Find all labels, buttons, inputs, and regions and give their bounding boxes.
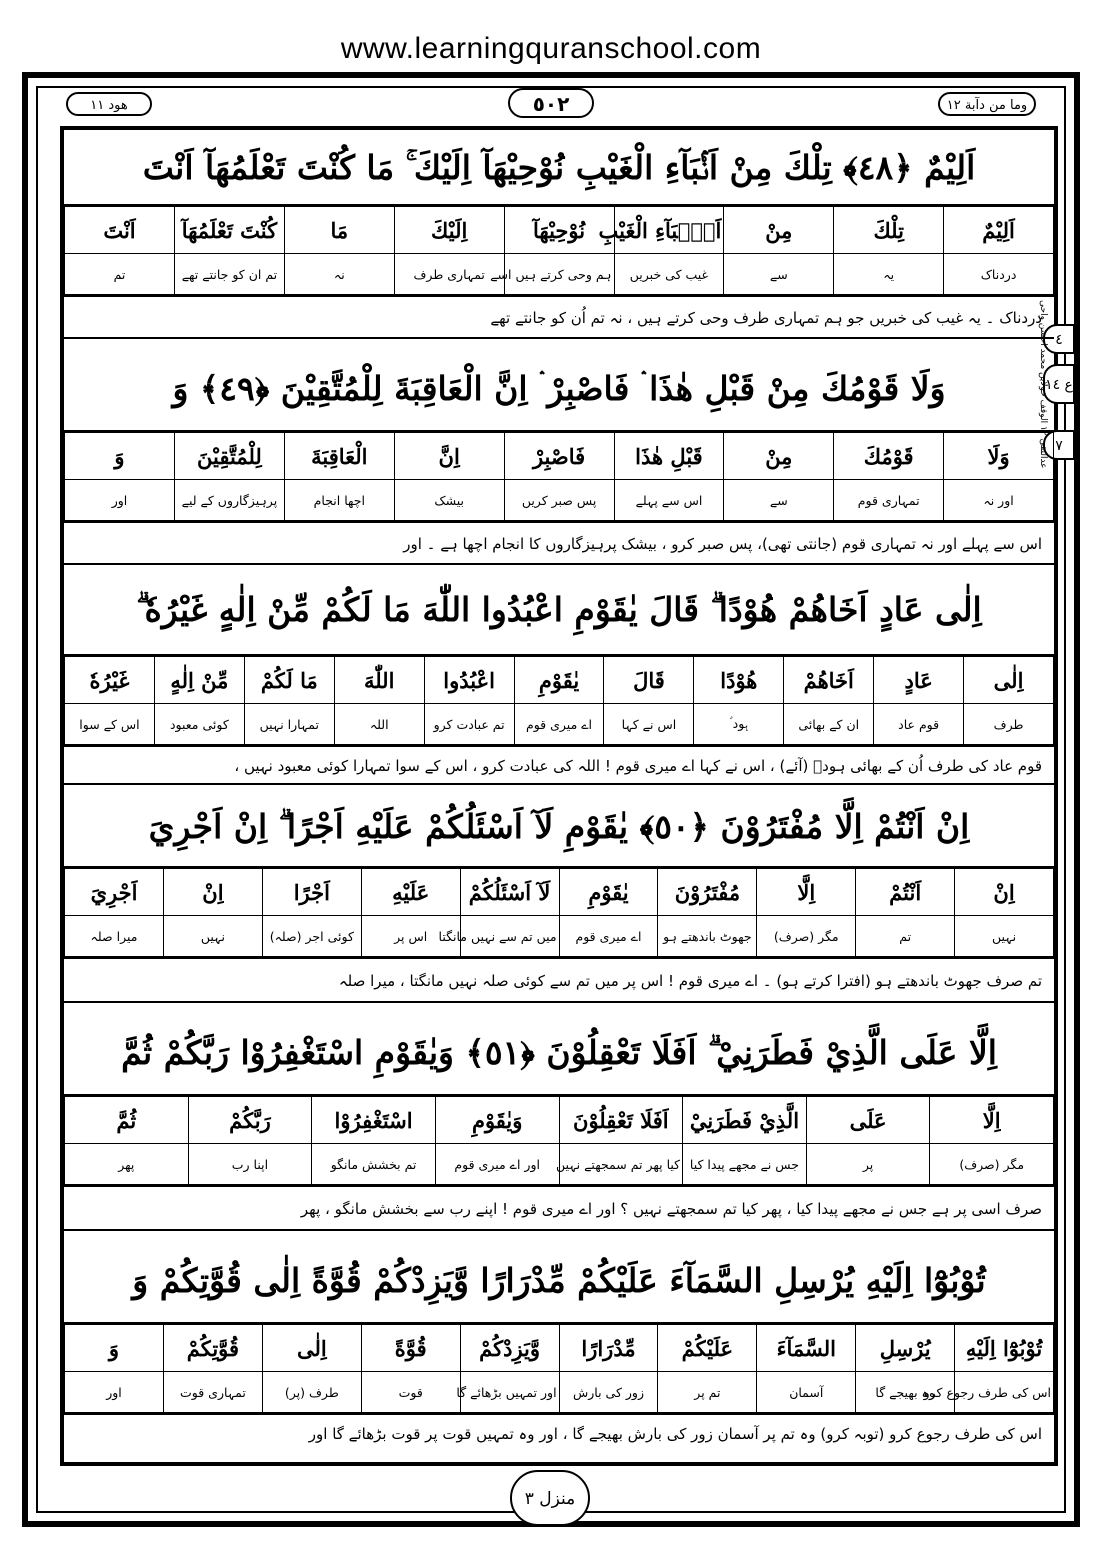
urdu-meaning: قوم عاد (874, 704, 964, 745)
arabic-word: مِّدْرَارًا (559, 1325, 658, 1372)
arabic-word: مُفْتَرُوْنَ (658, 869, 757, 916)
verse-section-1 (64, 130, 1054, 339)
arabic-word: اَفَلَا تَعْقِلُوْنَ (559, 1097, 683, 1144)
urdu-translation: صرف اسی پر ہے جس نے مجھے پیدا کیا ، پھر کیا تم سمجھتے نہیں ؟ اور اے میری قوم ! اپنے رب سے بخشش مانگو ، پھر (64, 1185, 1054, 1231)
urdu-meaning: اے میری قوم (514, 704, 604, 745)
arabic-word: يٰقَوْمِ (514, 657, 604, 704)
urdu-meaning: دردناک (944, 254, 1054, 295)
ruku-marker-top: ٤ (1043, 324, 1075, 354)
urdu-meaning: اس سے پہلے (614, 480, 724, 521)
word-by-word-table (64, 1096, 1054, 1185)
word-by-word-table (64, 868, 1054, 957)
word-by-word-table (64, 432, 1054, 521)
ruku-marker-middle: ع ١٤ (1043, 364, 1075, 404)
urdu-meaning: میرا صلہ (65, 916, 164, 957)
arabic-word: اَنْتُمْ (856, 869, 955, 916)
verse-section-6 (64, 1238, 1054, 1453)
urdu-meaning: ان کے بھائی (784, 704, 874, 745)
urdu-meaning: یہ (834, 254, 944, 295)
arabic-word: اَجْرِيَ (65, 869, 164, 916)
side-note: عدالتقی ١٢ الوقف خولاین محمد احسن واحی (1038, 300, 1048, 469)
urdu-meaning: زور کی بارش (559, 1372, 658, 1413)
urdu-meaning: جھوٹ باندھتے ہو (658, 916, 757, 957)
verse-section-3 (64, 564, 1054, 785)
urdu-meaning: اس کے سوا (65, 704, 155, 745)
arabic-word: اسْتَغْفِرُوْا (312, 1097, 436, 1144)
arabic-word: فَاصْبِرْ (504, 433, 614, 480)
urdu-meaning: اپنا رب (188, 1144, 312, 1185)
urdu-meaning: تمہاری طرف (394, 254, 504, 295)
arabic-word: اِنْ (955, 869, 1054, 916)
manzil-label: منزل ٣ (510, 1470, 590, 1526)
arabic-word: مَا لَكُمْ (244, 657, 334, 704)
arabic-word: يٰقَوْمِ (559, 869, 658, 916)
urdu-meaning: پر (806, 1144, 930, 1185)
urdu-translation: قوم عاد کی طرف اُن کے بھائی ہودؑ (آئے) ، اس نے کہا اے میری قوم ! اللہ کی عبادت کرو ، اس کے سوا تمہارا کوئی معبود نہیں ، (64, 745, 1054, 785)
word-by-word-table (64, 206, 1054, 295)
arabic-word: عَلَيْهِ (361, 869, 460, 916)
urdu-translation: دردناک ۔ یہ غیب کی خبریں جو ہم تمہاری طرف وحی کرتے ہیں ، نہ تم اُن کو جانتے تھے (64, 295, 1054, 339)
arabic-word: الْعَاقِبَةَ (284, 433, 394, 480)
ruku-marker-bottom: ٧ (1043, 430, 1075, 460)
urdu-meaning: تمہاری قوم (834, 480, 944, 521)
arabic-word: مِّنْ اِلٰهٍ (154, 657, 244, 704)
urdu-meaning: اس کی طرف رجوع کرو (955, 1372, 1054, 1413)
site-url: www.learningquranschool.com (340, 32, 762, 65)
urdu-meaning: پرہیزگاروں کے لیے (175, 480, 285, 521)
arabic-word: اَنْتَ (65, 207, 175, 254)
arabic-word: اِنْ (163, 869, 262, 916)
urdu-meaning: اور نہ (944, 480, 1054, 521)
arabic-word: اَنْۢبَآءِ الْغَيْبِ (614, 207, 724, 254)
arabic-word: عَلَى (806, 1097, 930, 1144)
arabic-word: اَخَاهُمْ (784, 657, 874, 704)
arabic-verse-line: وَلَا قَوْمُكَ مِنْ قَبْلِ هٰذَا ۛ فَاصْبِرْ ۛ اِنَّ الْعَاقِبَةَ لِلْمُتَّقِيْنَ ﴿٤٩﴾ وَ (64, 346, 1054, 432)
arabic-word: عَلَيْكُمْ (658, 1325, 757, 1372)
arabic-verse-line: اِلَّا عَلَى الَّذِيْ فَطَرَنِيْ ۗ اَفَلَا تَعْقِلُوْنَ ﴿٥١﴾ وَيٰقَوْمِ اسْتَغْفِرُوْا رَبَّكُمْ ثُمَّ (64, 1010, 1054, 1096)
urdu-meaning: اس نے کہا (604, 704, 694, 745)
urdu-meaning: میں تم سے نہیں مانگتا (460, 916, 559, 957)
urdu-translation: اس کی طرف رجوع کرو (توبہ کرو) وہ تم پر آسمان زور کی بارش بھیجے گا ، اور وہ تمہیں قوت پر قوت بڑھائے گا اور (64, 1413, 1054, 1453)
urdu-meaning: تم (856, 916, 955, 957)
word-by-word-table (64, 1324, 1054, 1413)
arabic-word: اللّٰهَ (334, 657, 424, 704)
arabic-word: مَا (284, 207, 394, 254)
urdu-meaning: سے (724, 480, 834, 521)
arabic-word: نُوْحِيْهَآ (504, 207, 614, 254)
urdu-meaning: اور (65, 1372, 164, 1413)
arabic-word: اَجْرًا (262, 869, 361, 916)
urdu-meaning: آسمان (757, 1372, 856, 1413)
verse-section-2 (64, 346, 1054, 565)
arabic-word: وَلَا (944, 433, 1054, 480)
urdu-meaning: نہ (284, 254, 394, 295)
word-by-word-table (64, 656, 1054, 745)
urdu-meaning: اور اے میری قوم (435, 1144, 559, 1185)
arabic-word: قَوْمُكَ (834, 433, 944, 480)
urdu-meaning: پس صبر کریں (504, 480, 614, 521)
urdu-meaning: تم عبادت کرو (424, 704, 514, 745)
arabic-word: اَلِيْمٌ (944, 207, 1054, 254)
urdu-meaning: کوئی اجر (صلہ) (262, 916, 361, 957)
urdu-meaning: کیا پھر تم سمجھتے نہیں (559, 1144, 683, 1185)
arabic-verse-line: اِنْ اَنْتُمْ اِلَّا مُفْتَرُوْنَ ﴿٥٠﴾ يٰقَوْمِ لَآ اَسْئَلُكُمْ عَلَيْهِ اَجْرًا ۗ اِنْ اَجْرِيَ (64, 786, 1054, 868)
arabic-word: لِلْمُتَّقِيْنَ (175, 433, 285, 480)
urdu-translation: اس سے پہلے اور نہ تمہاری قوم (جانتی تھی)، پس صبر کرو ، بیشک پرہیزگاروں کا انجام اچھا ہے ۔ اور (64, 521, 1054, 565)
arabic-word: قَبْلِ هٰذَا (614, 433, 724, 480)
urdu-meaning: مگر (صرف) (757, 916, 856, 957)
urdu-meaning: تمہارا نہیں (244, 704, 334, 745)
urdu-meaning: تم پر (658, 1372, 757, 1413)
arabic-word: اعْبُدُوا (424, 657, 514, 704)
urdu-meaning: طرف (964, 704, 1054, 745)
arabic-word: مِنْ (724, 433, 834, 480)
arabic-word: اِلَيْكَ (394, 207, 504, 254)
urdu-meaning: جس نے مجھے پیدا کیا (683, 1144, 807, 1185)
arabic-word: وَ (65, 433, 175, 480)
urdu-meaning: پھر (65, 1144, 189, 1185)
urdu-meaning: تم ان کو جانتے تھے (175, 254, 285, 295)
urdu-meaning: غیب کی خبریں (614, 254, 724, 295)
arabic-word: عَادٍ (874, 657, 964, 704)
arabic-word: السَّمَآءَ (757, 1325, 856, 1372)
verse-section-4 (64, 786, 1054, 1003)
urdu-meaning: سے (724, 254, 834, 295)
arabic-word: وَ (65, 1325, 164, 1372)
arabic-word: ثُمَّ (65, 1097, 189, 1144)
arabic-word: اِلَّا (930, 1097, 1054, 1144)
arabic-word: لَآ اَسْئَلُكُمْ (460, 869, 559, 916)
urdu-meaning: مگر (صرف) (930, 1144, 1054, 1185)
urdu-meaning: اے میری قوم (559, 916, 658, 957)
para-label: وما من دآبة ١٢ (938, 92, 1036, 116)
arabic-word: تُوْبُوْٓا اِلَيْهِ (955, 1325, 1054, 1372)
urdu-meaning: نہیں (163, 916, 262, 957)
arabic-word: رَبَّكُمْ (188, 1097, 312, 1144)
arabic-word: قُوَّةً (361, 1325, 460, 1372)
urdu-meaning: وہ بھیجے گا (856, 1372, 955, 1413)
arabic-word: تِلْكَ (834, 207, 944, 254)
arabic-word: مِنْ (724, 207, 834, 254)
urdu-meaning: نہیں (955, 916, 1054, 957)
arabic-verse-line: اَلِيْمٌ ﴿٤٨﴾ تِلْكَ مِنْ اَنْۢبَآءِ الْغَيْبِ نُوْحِيْهَآ اِلَيْكَ ۚ مَا كُنْتَ تَعْلَمُهَآ اَنْتَ (64, 130, 1054, 206)
arabic-word: اِنَّ (394, 433, 504, 480)
urdu-meaning: ہود ؑ (694, 704, 784, 745)
surah-label: هود ١١ (66, 92, 152, 116)
urdu-meaning: بیشک (394, 480, 504, 521)
urdu-meaning: اور تمہیں بڑھائے گا (460, 1372, 559, 1413)
arabic-verse-line: تُوْبُوْٓا اِلَيْهِ يُرْسِلِ السَّمَآءَ عَلَيْكُمْ مِّدْرَارًا وَّيَزِدْكُمْ قُوَّةً اِلٰى قُوَّتِكُمْ وَ (64, 1238, 1054, 1324)
urdu-meaning: ہم وحی کرتے ہیں اسے (504, 254, 614, 295)
arabic-word: قَالَ (604, 657, 694, 704)
arabic-word: الَّذِيْ فَطَرَنِيْ (683, 1097, 807, 1144)
arabic-word: يُرْسِلِ (856, 1325, 955, 1372)
arabic-word: غَيْرُهٗ (65, 657, 155, 704)
arabic-word: وَيٰقَوْمِ (435, 1097, 559, 1144)
urdu-meaning: قوت (361, 1372, 460, 1413)
arabic-word: اِلٰى (262, 1325, 361, 1372)
urdu-translation: تم صرف جھوٹ باندھتے ہو (افترا کرتے ہو) ۔ اے میری قوم ! اس پر میں تم سے کوئی صلہ نہیں مانگتا ، میرا صلہ (64, 957, 1054, 1003)
arabic-verse-line: اِلٰى عَادٍ اَخَاهُمْ هُوْدًا ۗ قَالَ يٰقَوْمِ اعْبُدُوا اللّٰهَ مَا لَكُمْ مِّنْ اِلٰهٍ غَيْرُهٗ ۗ (64, 564, 1054, 656)
arabic-word: قُوَّتِكُمْ (163, 1325, 262, 1372)
urdu-meaning: طرف (پر) (262, 1372, 361, 1413)
urdu-meaning: اس پر (361, 916, 460, 957)
urdu-meaning: تم (65, 254, 175, 295)
page-number: ٥٠٢ (508, 88, 594, 118)
urdu-meaning: اور (65, 480, 175, 521)
urdu-meaning: تمہاری قوت (163, 1372, 262, 1413)
urdu-meaning: کوئی معبود (154, 704, 244, 745)
arabic-word: وَّيَزِدْكُمْ (460, 1325, 559, 1372)
verse-section-5 (64, 1010, 1054, 1231)
urdu-meaning: اچھا انجام (284, 480, 394, 521)
arabic-word: اِلٰى (964, 657, 1054, 704)
urdu-meaning: تم بخشش مانگو (312, 1144, 436, 1185)
arabic-word: هُوْدًا (694, 657, 784, 704)
arabic-word: اِلَّا (757, 869, 856, 916)
arabic-word: كُنْتَ تَعْلَمُهَآ (175, 207, 285, 254)
urdu-meaning: اللہ (334, 704, 424, 745)
